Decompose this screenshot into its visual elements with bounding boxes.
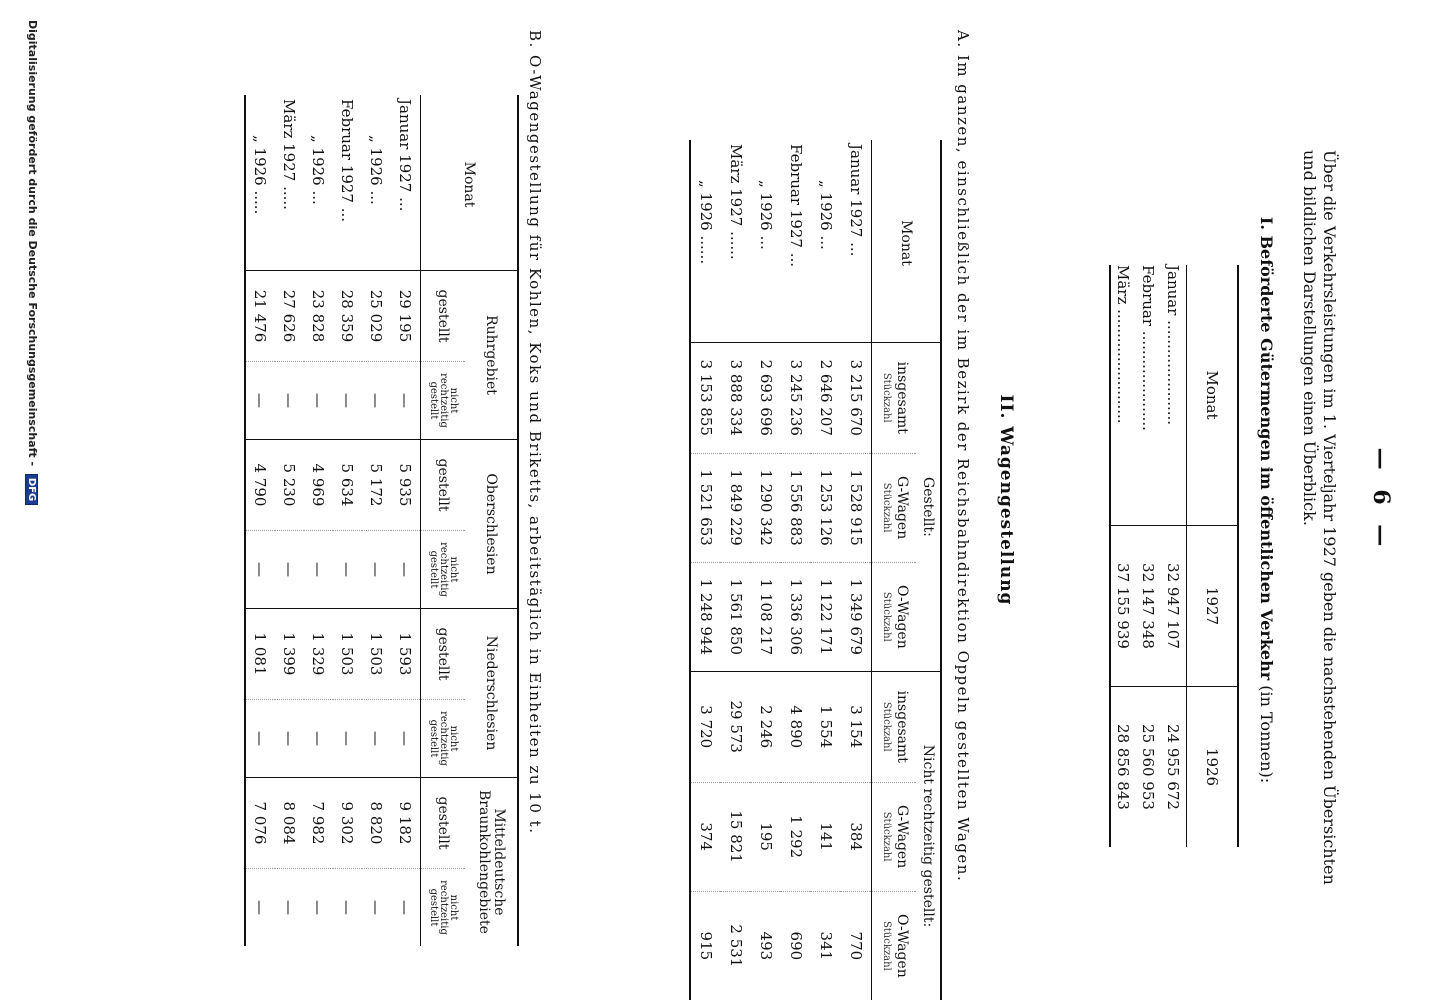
table-a-header-insgesamt: insgesamt Stückzahl: [872, 342, 917, 453]
cell: 8 084: [275, 778, 304, 869]
cell: 195: [751, 782, 781, 891]
row-month: März 1927 .....: [280, 99, 299, 210]
cell: —: [333, 362, 362, 440]
cell: 25 029: [362, 271, 391, 362]
cell: 770: [841, 891, 872, 1000]
cell: 1 399: [275, 609, 304, 700]
table-row: [362, 95, 391, 946]
table-row: [721, 140, 751, 1000]
cell: 493: [751, 891, 781, 1000]
cell: —: [304, 700, 333, 778]
cell: —: [362, 531, 391, 609]
table-b-region-niederschlesien: Niederschlesien: [465, 609, 518, 778]
row-month: „ 1926 ...: [367, 135, 386, 205]
table-row: [275, 95, 304, 946]
cell: 1 521 653: [690, 453, 721, 562]
cell: 1 593: [391, 609, 421, 700]
cell: 1 292: [781, 782, 811, 891]
table-b-region-oberschlesien: Oberschlesien: [465, 440, 518, 609]
table-a-header-insgesamt-late: insgesamt Stückzahl: [872, 671, 917, 782]
row-month: „ 1926 ...: [817, 180, 835, 250]
cell: 1 554: [811, 671, 841, 782]
cell: 690: [781, 891, 811, 1000]
section-b-title: B. O-Wagengestellung für Kohlen, Koks und Briketts, arbeitstäglich in Einheiten zu 10 t.: [526, 30, 544, 835]
table-b-header-gestellt: gestellt: [421, 778, 466, 869]
cell: 5 172: [362, 440, 391, 531]
table-row: [391, 95, 421, 946]
row-month: März 1927 ......: [727, 144, 745, 260]
table-b-header-nicht-rechtzeitig: nicht rechtzeitig gestellt: [421, 362, 466, 440]
cell: —: [275, 362, 304, 440]
table1-value-1926: 28 856 843: [1110, 687, 1136, 848]
table1-title-suffix: (in Tonnen):: [1257, 685, 1276, 784]
cell: —: [275, 700, 304, 778]
cell: 27 626: [275, 271, 304, 362]
goods-volume-table: [1109, 265, 1239, 847]
cell: 141: [811, 782, 841, 891]
table-row: [333, 95, 362, 946]
cell: 9 302: [333, 778, 362, 869]
cell: 9 182: [391, 778, 421, 869]
cell: 1 561 850: [721, 562, 751, 671]
cell: 2 693 696: [751, 342, 781, 453]
cell: 7 982: [304, 778, 333, 869]
row-month: „ 1926 ......: [690, 140, 721, 342]
cell: —: [391, 869, 421, 947]
table-row: [781, 140, 811, 1000]
cell: 2 246: [751, 671, 781, 782]
cell: 1 503: [333, 609, 362, 700]
table-row: [690, 140, 721, 1000]
cell: 1 253 126: [811, 453, 841, 562]
cell: —: [245, 362, 275, 440]
cell: —: [391, 531, 421, 609]
cell: 374: [690, 782, 721, 891]
cell: 23 828: [304, 271, 333, 362]
cell: 1 081: [245, 609, 275, 700]
cell: 5 230: [275, 440, 304, 531]
table1-value-1926: 24 955 672: [1161, 687, 1187, 848]
cell: 8 820: [362, 778, 391, 869]
cell: —: [391, 362, 421, 440]
cell: 21 476: [245, 271, 275, 362]
table1-month: Februar .....................: [1139, 265, 1158, 431]
intro-text: Über die Verkehrsleistungen im 1. Vierteljahr 1927 geben die nachstehenden Übersichten und bildlichen Darstellungen einen Überblick.: [1300, 150, 1339, 885]
cell: —: [275, 869, 304, 947]
table1-month: Januar ......................: [1164, 265, 1183, 426]
table1-month: März ........................: [1110, 265, 1136, 526]
table-a-group-nicht-rechtzeitig: Nicht rechtzeitig gestellt:: [916, 671, 941, 1000]
cell: 5 935: [391, 440, 421, 531]
table1-title: [1257, 0, 1276, 1000]
row-month: Januar 1927 ...: [396, 99, 415, 212]
cell: —: [362, 700, 391, 778]
table-b-header-nicht-rechtzeitig: nicht rechtzeitig gestellt: [421, 700, 466, 778]
cell: 1 556 883: [781, 453, 811, 562]
table-row: [811, 140, 841, 1000]
row-month: „ 1926 .....: [245, 95, 275, 271]
cell: 1 329: [304, 609, 333, 700]
table-b-header-gestellt: gestellt: [421, 440, 466, 531]
cell: —: [362, 869, 391, 947]
table-a-header-o-wagen-late: O-Wagen Stückzahl: [872, 891, 917, 1000]
cell: 1 248 944: [690, 562, 721, 671]
cell: 3 153 855: [690, 342, 721, 453]
cell: —: [362, 362, 391, 440]
footer-text: Digitalisierung gefördert durch die Deutsche Forschungsgemeinschaft -: [26, 20, 39, 467]
table-b-header-nicht-rechtzeitig: nicht rechtzeitig gestellt: [421, 531, 466, 609]
table1-value-1926: 25 560 953: [1136, 687, 1161, 848]
table-b-region-ruhrgebiet: Ruhrgebiet: [465, 271, 518, 440]
cell: 1 349 679: [841, 562, 872, 671]
table-row: [841, 140, 872, 1000]
section-title-wagengestellung: II. Wagengestellung: [996, 394, 1016, 606]
table-row: [1136, 265, 1161, 847]
table-a-header-g-wagen: G-Wagen Stückzahl: [872, 453, 917, 562]
cell: —: [333, 869, 362, 947]
table1-header-1926: 1926: [1187, 687, 1239, 848]
table1-value-1927: 32 947 107: [1161, 526, 1187, 687]
table1-title-main: I. Beförderte Gütermengen im öffentlichen Verkehr: [1257, 216, 1276, 681]
table-a-header-o-wagen: O-Wagen Stückzahl: [872, 562, 917, 671]
cell: 3 245 236: [781, 342, 811, 453]
table1-value-1927: 32 147 348: [1136, 526, 1161, 687]
table1-header-1927: 1927: [1187, 526, 1239, 687]
cell: —: [245, 531, 275, 609]
cell: —: [245, 700, 275, 778]
cell: 1 108 217: [751, 562, 781, 671]
cell: 28 359: [333, 271, 362, 362]
section-a-title: A. Im ganzen, einschließlich der im Bezirk der Reichsbahndirektion Oppeln gestellten Wagen.: [954, 30, 972, 883]
cell: 3 215 670: [841, 342, 872, 453]
cell: 3 888 334: [721, 342, 751, 453]
coal-wagon-table: [244, 95, 519, 946]
table-b-header-gestellt: gestellt: [421, 271, 466, 362]
cell: 1 336 306: [781, 562, 811, 671]
cell: 29 195: [391, 271, 421, 362]
cell: 7 076: [245, 778, 275, 869]
cell: —: [333, 700, 362, 778]
table-row: [245, 95, 275, 946]
row-month: „ 1926 ...: [757, 180, 775, 250]
table-b-region-mitteldeutsche: Mitteldeutsche Braunkohlengebiete: [465, 778, 518, 947]
cell: 5 634: [333, 440, 362, 531]
row-month: Februar 1927 ...: [787, 144, 805, 268]
table-b-header-month: Monat: [421, 95, 519, 271]
cell: —: [245, 869, 275, 947]
cell: —: [304, 531, 333, 609]
cell: 29 573: [721, 671, 751, 782]
table-row: [1110, 265, 1136, 847]
table-b-header-nicht-rechtzeitig: nicht rechtzeitig gestellt: [421, 869, 466, 947]
row-month: „ 1926 ...: [309, 135, 328, 205]
table-row: [304, 95, 333, 946]
digitization-footer: [25, 20, 39, 505]
cell: —: [333, 531, 362, 609]
cell: 4 790: [245, 440, 275, 531]
cell: 1 122 171: [811, 562, 841, 671]
cell: —: [275, 531, 304, 609]
table-b-header-gestellt: gestellt: [421, 609, 466, 700]
cell: —: [304, 869, 333, 947]
wagon-provision-table: [689, 140, 942, 1000]
row-month: Januar 1927 ...: [847, 144, 865, 257]
table-a-header-g-wagen-late: G-Wagen Stückzahl: [872, 782, 917, 891]
table-a-header-month: Monat: [872, 140, 942, 342]
cell: 2 646 207: [811, 342, 841, 453]
table1-header-month: Monat: [1187, 265, 1239, 526]
cell: 4 969: [304, 440, 333, 531]
cell: 1 503: [362, 609, 391, 700]
table-row: [751, 140, 781, 1000]
cell: —: [304, 362, 333, 440]
cell: 384: [841, 782, 872, 891]
dfg-logo-icon: DFG: [25, 474, 38, 505]
cell: —: [391, 700, 421, 778]
cell: 341: [811, 891, 841, 1000]
cell: 2 531: [721, 891, 751, 1000]
table1-value-1927: 37 155 939: [1110, 526, 1136, 687]
cell: 3 720: [690, 671, 721, 782]
cell: 3 154: [841, 671, 872, 782]
table-a-group-gestellt: Gestellt:: [916, 342, 941, 671]
table-row: [1161, 265, 1187, 847]
page-number: — 6 —: [1368, 447, 1394, 553]
cell: 1 290 342: [751, 453, 781, 562]
cell: 4 890: [781, 671, 811, 782]
cell: 915: [690, 891, 721, 1000]
cell: 15 821: [721, 782, 751, 891]
cell: 1 849 229: [721, 453, 751, 562]
row-month: Februar 1927 ...: [338, 99, 357, 223]
cell: 1 528 915: [841, 453, 872, 562]
